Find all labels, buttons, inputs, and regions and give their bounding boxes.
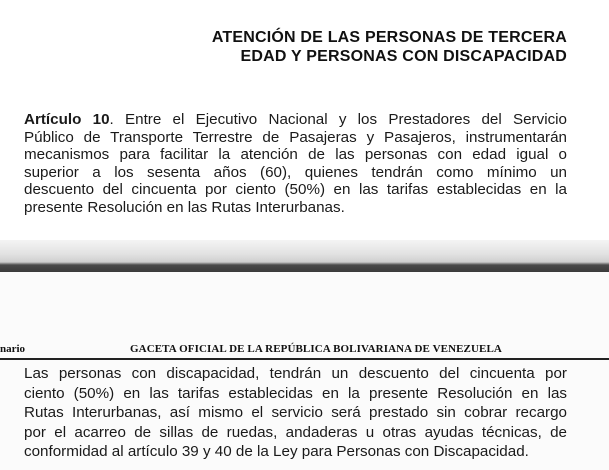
gazette-header — [0, 340, 609, 358]
article-label: Artículo 10 — [24, 111, 110, 128]
article-line-1 — [24, 111, 567, 129]
article-line-4: superior a los sesenta años (60), quienes tendrán como mínimo un — [24, 163, 567, 181]
article-line-3: mecanismos para facilitar la atención de las personas con edad igual o — [24, 146, 567, 164]
section-title-line-1: ATENCIÓN DE LAS PERSONAS DE TERCERA — [211, 29, 567, 46]
disability-paragraph — [24, 364, 567, 462]
para2-line-2: ciento (50%) en las tarifas establecidas en la presente Resolución en las — [24, 384, 567, 402]
article-line-1-text: . Entre el Ejecutivo Nacional y los Prestadores del Servicio — [109, 111, 567, 128]
section-title-line-2: EDAD Y PERSONAS CON DISCAPACIDAD — [240, 48, 567, 65]
para2-line-1: Las personas con discapacidad, tendrán un descuento del cincuenta por — [24, 365, 567, 382]
gazette-left-fragment: nario — [0, 343, 26, 355]
article-line-2: Público de Transporte Terrestre de Pasajeras y Pasajeros, instrumentarán — [24, 128, 567, 146]
page-break-shadow — [0, 240, 609, 272]
gazette-title: GACETA OFICIAL DE LA REPÚBLICA BOLIVARIANA DE VENEZUELA — [130, 343, 502, 355]
para2-line-5: conformidad al artículo 39 y 40 de la Ley para Personas con Discapacidad. — [24, 443, 529, 461]
para2-line-4: por el acarreo de sillas de ruedas, andaderas u otras ayudas técnicas, de — [24, 423, 567, 441]
article-line-5: descuento del cincuenta por ciento (50%) en las tarifas establecidas en la — [24, 181, 567, 199]
section-title — [147, 28, 567, 66]
article-line-6: presente Resolución en las Rutas Interurbanas. — [24, 198, 345, 216]
para2-line-3: Rutas Interurbanas, así mismo el servicio será prestado sin cobrar recargo — [24, 404, 567, 422]
gazette-header-rule — [0, 358, 609, 360]
article-10 — [24, 111, 567, 217]
